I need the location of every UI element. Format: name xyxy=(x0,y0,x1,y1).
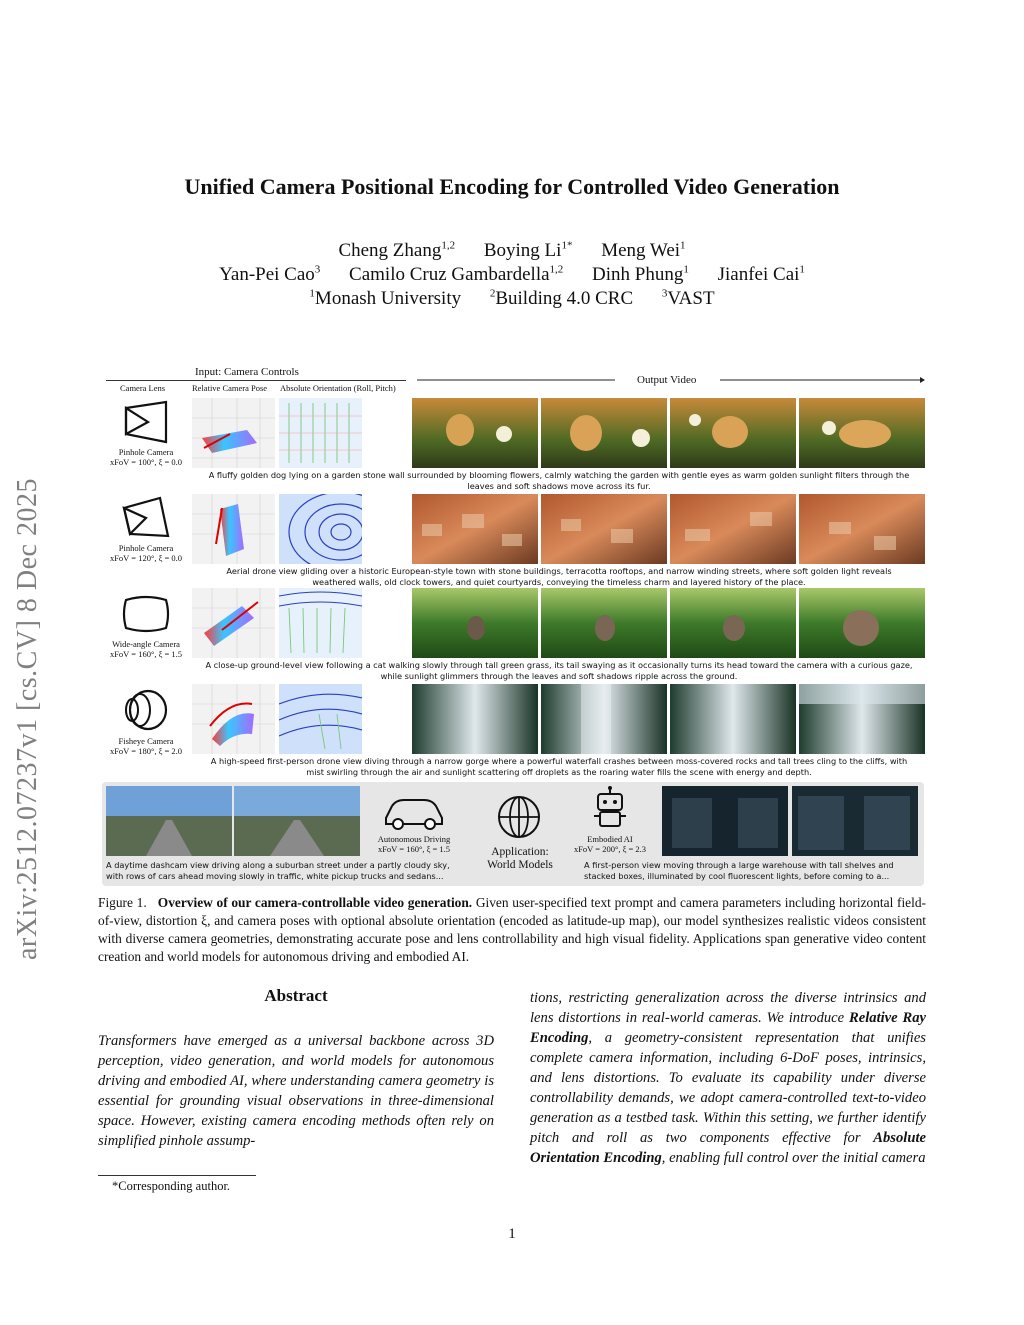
row2-caption: Aerial drone view gliding over a historic European-style town with stone buildings, terracotta rooftops, and narrow winding streets, where soft golden light reveals weathered walls, old clock towers, and quiet courtyards, conveying the timeless charm and layered history of the place. xyxy=(226,566,892,587)
row2-frame-1 xyxy=(412,494,538,564)
driving-frame-2 xyxy=(234,786,360,856)
author: Meng Wei$^1$ xyxy=(601,239,686,261)
row2-frame-4 xyxy=(799,494,925,564)
embodied-frame-2 xyxy=(792,786,918,856)
row2-orientation-map xyxy=(279,494,362,564)
globe-icon xyxy=(496,794,542,840)
robot-icon xyxy=(592,786,628,832)
row4-pose-plot xyxy=(192,684,275,754)
col-camera-lens: Camera Lens xyxy=(120,383,166,393)
row1-caption: A fluffy golden dog lying on a garden stone wall surrounded by blooming flowers, calmly watching the garden with gentle eyes as warm golden sunlight filters through the leaves and soft shadows move across its fur. xyxy=(208,470,910,491)
col-relative-pose: Relative Camera Pose xyxy=(192,383,268,393)
row2-lens-label: Pinhole Camera xFoV = 120°, ξ = 0.0 xyxy=(109,543,183,563)
row2-frame-3 xyxy=(670,494,796,564)
row4-frame-1 xyxy=(412,684,538,754)
pinhole-camera-icon xyxy=(122,496,170,540)
author: Yan-Pei Cao$^3$ xyxy=(219,263,321,285)
row2-frame-2 xyxy=(541,494,667,564)
affiliations-row xyxy=(0,288,1024,310)
row3-pose-plot xyxy=(192,588,275,658)
affiliation: $^3$VAST xyxy=(661,287,715,309)
row4-caption: A high-speed first-person drone view diving through a narrow gorge where a powerful waterfall crashes between moss-covered rocks and tall trees cling to the cliffs, with mist swirling through the air and sunlight scattering off droplets as the roaring water fills the scene with energy and depth. xyxy=(210,756,908,777)
author: Cheng Zhang$^{1,2}$ xyxy=(338,239,456,261)
page-number: 1 xyxy=(508,1226,516,1242)
embodied-frame-1 xyxy=(662,786,788,856)
row4-frame-2 xyxy=(541,684,667,754)
authors-row-1 xyxy=(0,240,1024,262)
row4-orientation-map xyxy=(279,684,362,754)
author: Dinh Phung$^1$ xyxy=(592,263,689,285)
header-output-video: Output Video xyxy=(637,374,697,386)
driving-caption: A daytime dashcam view driving along a suburban street under a partly cloudy sky, with rows of cars ahead moving slowly in traffic, white pickup trucks and sedans... xyxy=(106,860,450,881)
abstract-left-column: Transformers have emerged as a universal backbone across 3D perception, video generation, and world models for autonomous driving and embodied AI, where understanding camera geometry is essential for grounding visual observations in three-dimensional space. However, existing camera encoding methods often rely on simplified pinhole assump- xyxy=(98,1033,494,1149)
figure-1 xyxy=(100,364,926,888)
authors-row-2 xyxy=(0,264,1024,286)
row1-frame-4 xyxy=(799,398,925,468)
row3-frame-2 xyxy=(541,588,667,658)
pinhole-camera-icon xyxy=(122,400,170,444)
abstract-right-column: tions, restricting generalization across the diverse intrinsics and lens distortions in real-world cameras. We introduce Relative Ray Encoding, a geometry-consistent representation that unifies complete camera information, including 6-DoF poses, intrinsics, and lens distortions. To evaluate its capability under diverse controllability demands, we adopt camera-controlled text-to-video generation as a testbed task. Within this setting, we further identify pitch and roll as two components effective for Absolute Orientation Encoding, enabling full control over the initial camera xyxy=(530,990,926,1166)
row3-caption: A close-up ground-level view following a cat walking slowly through tall green grass, its tail swaying as it occasionally turns its head toward the camera with a curious gaze, while sunlight glimmers through the leaves and soft shadows ripple across the ground. xyxy=(205,660,913,681)
row1-frame-2 xyxy=(541,398,667,468)
embodied-label: Embodied AI xFoV = 200°, ξ = 2.3 xyxy=(573,834,647,854)
paper-title: Unified Camera Positional Encoding for Controlled Video Generation xyxy=(184,174,840,199)
arxiv-stamp: arXiv:2512.07237v1 [cs.CV] 8 Dec 2025 xyxy=(12,478,43,960)
row4-frame-3 xyxy=(670,684,796,754)
embodied-caption: A first-person view moving through a large warehouse with tall shelves and stacked boxes, illuminated by cool fluorescent lights, before coming to a... xyxy=(584,860,894,881)
row4-frame-4 xyxy=(799,684,925,754)
affiliation: $^2$Building 4.0 CRC xyxy=(489,287,634,309)
wide-angle-camera-icon xyxy=(122,594,170,634)
driving-label: Autonomous Driving xFoV = 160°, ξ = 1.5 xyxy=(377,834,451,854)
affiliation: $^1$Monash University xyxy=(309,287,462,309)
row1-pose-plot xyxy=(192,398,275,468)
row3-frame-4 xyxy=(799,588,925,658)
footnote: *Corresponding author. xyxy=(112,1179,231,1193)
row2-pose-plot xyxy=(192,494,275,564)
author: Jianfei Cai$^1$ xyxy=(717,263,805,285)
author: Boying $Li^{1*}$ xyxy=(483,239,573,261)
row3-orientation-map xyxy=(279,588,362,658)
fisheye-camera-icon xyxy=(118,688,170,732)
header-input-controls: Input: Camera Controls xyxy=(195,366,299,378)
driving-frame-1 xyxy=(106,786,232,856)
row1-orientation-map xyxy=(279,398,362,468)
row1-lens-label: Pinhole Camera xFoV = 100°, ξ = 0.0 xyxy=(109,447,183,467)
row3-frame-1 xyxy=(412,588,538,658)
author: Camilo Cruz Gambardella$^{1,2}$ xyxy=(349,263,564,285)
figure-caption: Figure 1. Overview of our camera-controllable video generation. Given user-specified text prompt and camera parameters including horizontal field-of-view, distortion ξ, and camera poses with optional absolute orientation (encoded as latitude-up map), our model synthesizes realistic videos consistent with diverse camera geometries, demonstrating accurate pose and lens controllability and high visual fidelity. Applications span generative video content creation and world models for autonomous driving and embodied AI. xyxy=(98,895,926,964)
row4-lens-label: Fisheye Camera xFoV = 180°, ξ = 2.0 xyxy=(109,736,183,756)
application-label: Application: World Models xyxy=(487,846,553,871)
row1-frame-1 xyxy=(412,398,538,468)
row3-lens-label: Wide-angle Camera xFoV = 160°, ξ = 1.5 xyxy=(109,639,183,659)
row3-frame-3 xyxy=(670,588,796,658)
car-icon xyxy=(382,794,446,830)
col-absolute-orientation: Absolute Orientation (Roll, Pitch) xyxy=(280,383,396,393)
abstract-heading: Abstract xyxy=(264,986,328,1005)
footnote-rule xyxy=(98,1175,256,1176)
row1-frame-3 xyxy=(670,398,796,468)
header-rule xyxy=(106,380,406,381)
